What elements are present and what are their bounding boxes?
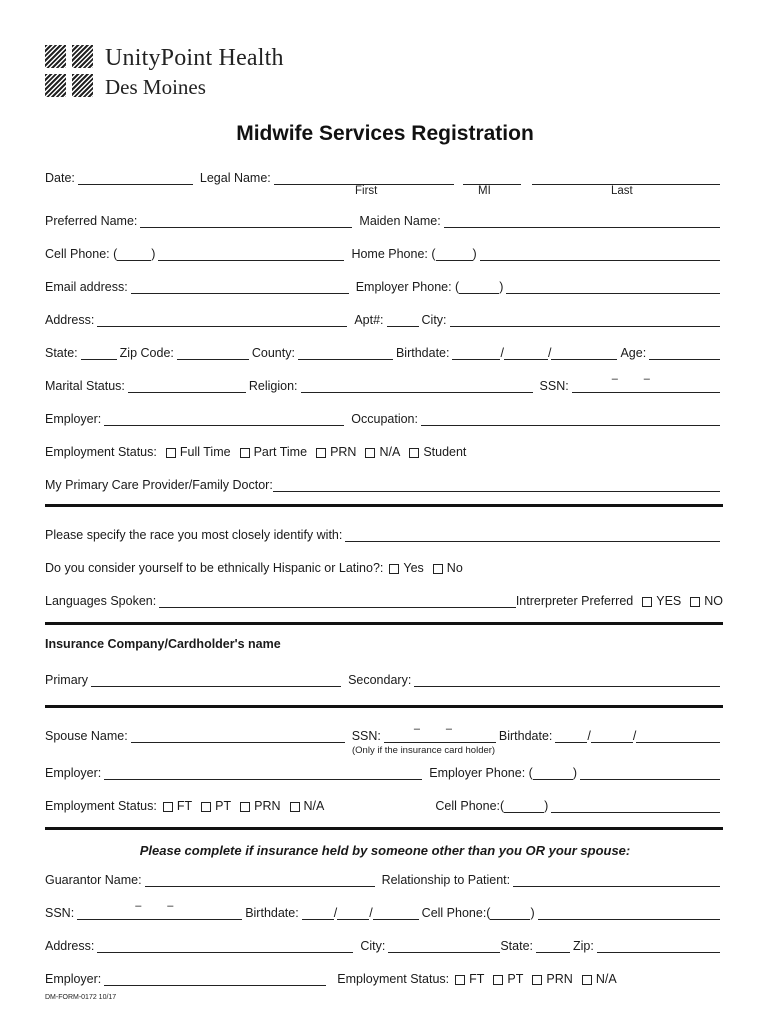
- unitypoint-logo-icon: [45, 45, 93, 97]
- languages-field[interactable]: [159, 594, 516, 608]
- cell-phone-label: Cell Phone: (: [45, 247, 118, 261]
- logo-location: Des Moines: [105, 75, 206, 99]
- maiden-name-label: Maiden Name:: [359, 214, 441, 228]
- paren-close: ): [544, 799, 549, 813]
- section-divider: [45, 705, 723, 708]
- religion-field[interactable]: [301, 379, 533, 393]
- date-separator: /: [369, 906, 373, 920]
- spouse-cell-phone-label: Cell Phone:(: [435, 799, 505, 813]
- apt-field[interactable]: [387, 313, 419, 327]
- row-guarantor-address: [45, 933, 723, 953]
- row-phones: [45, 241, 723, 261]
- guarantor-na-checkbox[interactable]: [582, 975, 592, 985]
- spouse-cell-area-code-field[interactable]: [504, 799, 544, 813]
- spouse-na-checkbox[interactable]: [290, 802, 300, 812]
- student-checkbox[interactable]: [409, 448, 419, 458]
- guarantor-heading: Please complete if insurance held by someone other than you OR your spouse:: [139, 843, 631, 858]
- birthdate-year-field[interactable]: [551, 346, 617, 360]
- cell-phone-field[interactable]: [158, 247, 344, 261]
- race-field[interactable]: [345, 528, 720, 542]
- guarantor-ft-checkbox[interactable]: [455, 975, 465, 985]
- interpreter-no-checkbox[interactable]: [690, 597, 700, 607]
- date-separator: /: [333, 906, 338, 920]
- row-email: [45, 274, 723, 294]
- spouse-cell-phone-field[interactable]: [551, 799, 720, 813]
- row-insurance: [45, 667, 723, 687]
- hispanic-no-label: No: [446, 561, 463, 575]
- last-name-field[interactable]: [532, 171, 720, 185]
- spouse-birth-year-field[interactable]: [636, 729, 720, 743]
- guarantor-pt-checkbox[interactable]: [493, 975, 503, 985]
- preferred-name-field[interactable]: [140, 214, 352, 228]
- primary-insurance-field[interactable]: [91, 673, 341, 687]
- guarantor-address-label: Address:: [45, 939, 95, 953]
- row-address: [45, 307, 723, 327]
- row-state-zip: [45, 340, 723, 360]
- logo-brand: UnityPoint Health: [105, 45, 284, 71]
- ssn-dash: –: [167, 900, 174, 912]
- interpreter-label: Intrerpreter Preferred: [515, 594, 634, 608]
- row-employment-status: [45, 439, 723, 459]
- spouse-ft-label: FT: [176, 799, 193, 813]
- primary-care-label: My Primary Care Provider/Family Doctor:: [45, 478, 273, 492]
- interpreter-yes-label: YES: [656, 594, 682, 608]
- cell-area-code-field[interactable]: [117, 247, 151, 261]
- secondary-insurance-field[interactable]: [414, 673, 720, 687]
- guarantor-birth-year-field[interactable]: [373, 906, 419, 920]
- spouse-pt-label: PT: [215, 799, 232, 813]
- prn-checkbox[interactable]: [316, 448, 326, 458]
- date-field[interactable]: [78, 171, 193, 185]
- interpreter-no-label: NO: [704, 594, 723, 608]
- mi-sublabel: MI: [478, 185, 491, 197]
- part-time-label: Part Time: [253, 445, 308, 459]
- row-spouse-employment: [45, 793, 723, 813]
- spouse-na-label: N/A: [303, 799, 325, 813]
- part-time-checkbox[interactable]: [240, 448, 250, 458]
- email-field[interactable]: [131, 280, 349, 294]
- guarantor-city-label: City:: [360, 939, 386, 953]
- full-time-label: Full Time: [179, 445, 231, 459]
- legal-name-label: Legal Name:: [199, 171, 271, 185]
- employment-status-label: Employment Status:: [45, 445, 157, 459]
- zip-label: Zip Code:: [119, 346, 174, 360]
- guarantor-ssn-label: SSN:: [45, 906, 75, 920]
- birthdate-day-field[interactable]: [504, 346, 548, 360]
- guarantor-employment-status-label: Employment Status:: [337, 972, 450, 986]
- hispanic-yes-label: Yes: [403, 561, 424, 575]
- guarantor-city-field[interactable]: [388, 939, 500, 953]
- ssn-dash: –: [135, 900, 142, 912]
- guarantor-birthdate-label: Birthdate:: [245, 906, 299, 920]
- spouse-ft-checkbox[interactable]: [163, 802, 173, 812]
- spouse-employer-phone-field[interactable]: [580, 766, 720, 780]
- date-label: Date:: [45, 171, 75, 185]
- paren-close: ): [499, 280, 504, 294]
- city-label: City:: [421, 313, 447, 327]
- last-sublabel: Last: [611, 185, 633, 197]
- student-label: Student: [423, 445, 467, 459]
- employer-area-code-field[interactable]: [459, 280, 499, 294]
- date-separator: /: [500, 346, 504, 360]
- hispanic-yes-checkbox[interactable]: [389, 564, 399, 574]
- spouse-name-label: Spouse Name:: [45, 729, 128, 743]
- ssn-dash: –: [445, 723, 452, 735]
- row-primary-care: [45, 472, 723, 492]
- relationship-field[interactable]: [513, 873, 720, 887]
- state-field[interactable]: [81, 346, 117, 360]
- guarantor-cell-phone-label: Cell Phone:(: [421, 906, 491, 920]
- home-phone-label: Home Phone: (: [351, 247, 436, 261]
- marital-status-label: Marital Status:: [45, 379, 125, 393]
- guarantor-birth-month-field[interactable]: [302, 906, 334, 920]
- paren-close: ): [530, 906, 535, 920]
- row-hispanic: [45, 555, 723, 575]
- birthdate-month-field[interactable]: [452, 346, 500, 360]
- guarantor-state-field[interactable]: [536, 939, 570, 953]
- preferred-name-label: Preferred Name:: [45, 214, 138, 228]
- insurance-heading: Insurance Company/Cardholder's name: [45, 637, 281, 651]
- home-area-code-field[interactable]: [436, 247, 473, 261]
- age-field[interactable]: [649, 346, 720, 360]
- section-divider: [45, 622, 723, 625]
- age-label: Age:: [620, 346, 647, 360]
- primary-care-field[interactable]: [273, 478, 720, 492]
- row-spouse-employer: [45, 760, 723, 780]
- row-preferred-maiden: [45, 208, 723, 228]
- guarantor-zip-field[interactable]: [597, 939, 720, 953]
- guarantor-state-label: State:: [500, 939, 534, 953]
- paren-close: ): [572, 766, 577, 780]
- religion-label: Religion:: [248, 379, 298, 393]
- guarantor-na-label: N/A: [595, 972, 617, 986]
- spouse-name-field[interactable]: [131, 729, 345, 743]
- guarantor-name-field[interactable]: [145, 873, 375, 887]
- city-field[interactable]: [450, 313, 720, 327]
- ssn-dash: –: [413, 723, 420, 735]
- employer-label: Employer:: [45, 412, 102, 426]
- address-field[interactable]: [97, 313, 347, 327]
- employer-phone-field[interactable]: [506, 280, 720, 294]
- prn-label: PRN: [330, 445, 357, 459]
- guarantor-cell-phone-field[interactable]: [538, 906, 720, 920]
- row-languages: [45, 588, 723, 608]
- guarantor-cell-area-code-field[interactable]: [490, 906, 530, 920]
- ssn-label: SSN:: [539, 379, 569, 393]
- spouse-ssn-note: (Only if the insurance card holder): [352, 745, 496, 756]
- marital-status-field[interactable]: [128, 379, 246, 393]
- na-checkbox[interactable]: [365, 448, 375, 458]
- zip-field[interactable]: [177, 346, 249, 360]
- secondary-insurance-label: Secondary:: [348, 673, 412, 687]
- hispanic-no-checkbox[interactable]: [433, 564, 443, 574]
- na-label: N/A: [379, 445, 401, 459]
- spouse-pt-checkbox[interactable]: [201, 802, 211, 812]
- ssn-dash: –: [611, 373, 618, 385]
- paren-close: ): [151, 247, 156, 261]
- relationship-label: Relationship to Patient:: [381, 873, 511, 887]
- first-name-field[interactable]: [274, 171, 454, 185]
- row-marital: [45, 373, 723, 393]
- spouse-ssn-field[interactable]: [384, 723, 496, 743]
- ssn-dash: –: [643, 373, 650, 385]
- email-label: Email address:: [45, 280, 128, 294]
- guarantor-prn-checkbox[interactable]: [532, 975, 542, 985]
- row-guarantor-ssn: [45, 900, 723, 920]
- race-label: Please specify the race you most closely identify with:: [45, 528, 343, 542]
- employer-phone-label: Employer Phone: (: [355, 280, 460, 294]
- ssn-field[interactable]: [572, 373, 720, 393]
- guarantor-pt-label: PT: [507, 972, 524, 986]
- guarantor-prn-label: PRN: [546, 972, 573, 986]
- first-sublabel: First: [355, 185, 378, 197]
- spouse-prn-label: PRN: [254, 799, 281, 813]
- row-spouse: [45, 723, 723, 743]
- spouse-employer-field[interactable]: [104, 766, 422, 780]
- row-race: [45, 522, 723, 542]
- guarantor-ssn-field[interactable]: [77, 900, 242, 920]
- row-guarantor-name: [45, 867, 723, 887]
- employer-field[interactable]: [104, 412, 344, 426]
- spouse-employer-phone-label: Employer Phone: (: [429, 766, 533, 780]
- date-separator: /: [547, 346, 552, 360]
- guarantor-zip-label: Zip:: [573, 939, 594, 953]
- spouse-employer-label: Employer:: [45, 766, 102, 780]
- spouse-birthdate-label: Birthdate:: [498, 729, 553, 743]
- hispanic-label: Do you consider yourself to be ethnically Hispanic or Latino?:: [45, 561, 384, 575]
- guarantor-employer-label: Employer:: [45, 972, 102, 986]
- guarantor-ft-label: FT: [469, 972, 485, 986]
- section-divider: [45, 504, 723, 507]
- apt-label: Apt#:: [354, 313, 384, 327]
- middle-initial-field[interactable]: [463, 171, 521, 185]
- paren-close: ): [472, 247, 477, 261]
- date-separator: /: [632, 729, 637, 743]
- county-field[interactable]: [298, 346, 393, 360]
- occupation-field[interactable]: [421, 412, 720, 426]
- row-employer: [45, 406, 723, 426]
- county-label: County:: [251, 346, 295, 360]
- guarantor-employer-field[interactable]: [104, 972, 326, 986]
- spouse-prn-checkbox[interactable]: [240, 802, 250, 812]
- guarantor-address-field[interactable]: [97, 939, 353, 953]
- address-label: Address:: [45, 313, 95, 327]
- date-separator: /: [587, 729, 591, 743]
- section-divider: [45, 827, 723, 830]
- logo: [45, 45, 284, 100]
- full-time-checkbox[interactable]: [166, 448, 176, 458]
- spouse-birth-month-field[interactable]: [555, 729, 587, 743]
- guarantor-name-label: Guarantor Name:: [45, 873, 142, 887]
- row-guarantor-employer: [45, 966, 723, 986]
- languages-label: Languages Spoken:: [45, 594, 157, 608]
- interpreter-yes-checkbox[interactable]: [642, 597, 652, 607]
- row-date-legal-name: [45, 165, 723, 185]
- form-id: DM-FORM-0172 10/17: [45, 994, 117, 1001]
- spouse-employment-status-label: Employment Status:: [45, 799, 157, 813]
- primary-insurance-label: Primary: [45, 673, 89, 687]
- birthdate-label: Birthdate:: [395, 346, 450, 360]
- spouse-employer-area-code-field[interactable]: [533, 766, 573, 780]
- maiden-name-field[interactable]: [444, 214, 720, 228]
- page-title: Midwife Services Registration: [236, 122, 534, 145]
- guarantor-birth-day-field[interactable]: [337, 906, 369, 920]
- occupation-label: Occupation:: [351, 412, 418, 426]
- state-label: State:: [45, 346, 78, 360]
- home-phone-field[interactable]: [480, 247, 720, 261]
- spouse-ssn-label: SSN:: [351, 729, 381, 743]
- spouse-birth-day-field[interactable]: [591, 729, 633, 743]
